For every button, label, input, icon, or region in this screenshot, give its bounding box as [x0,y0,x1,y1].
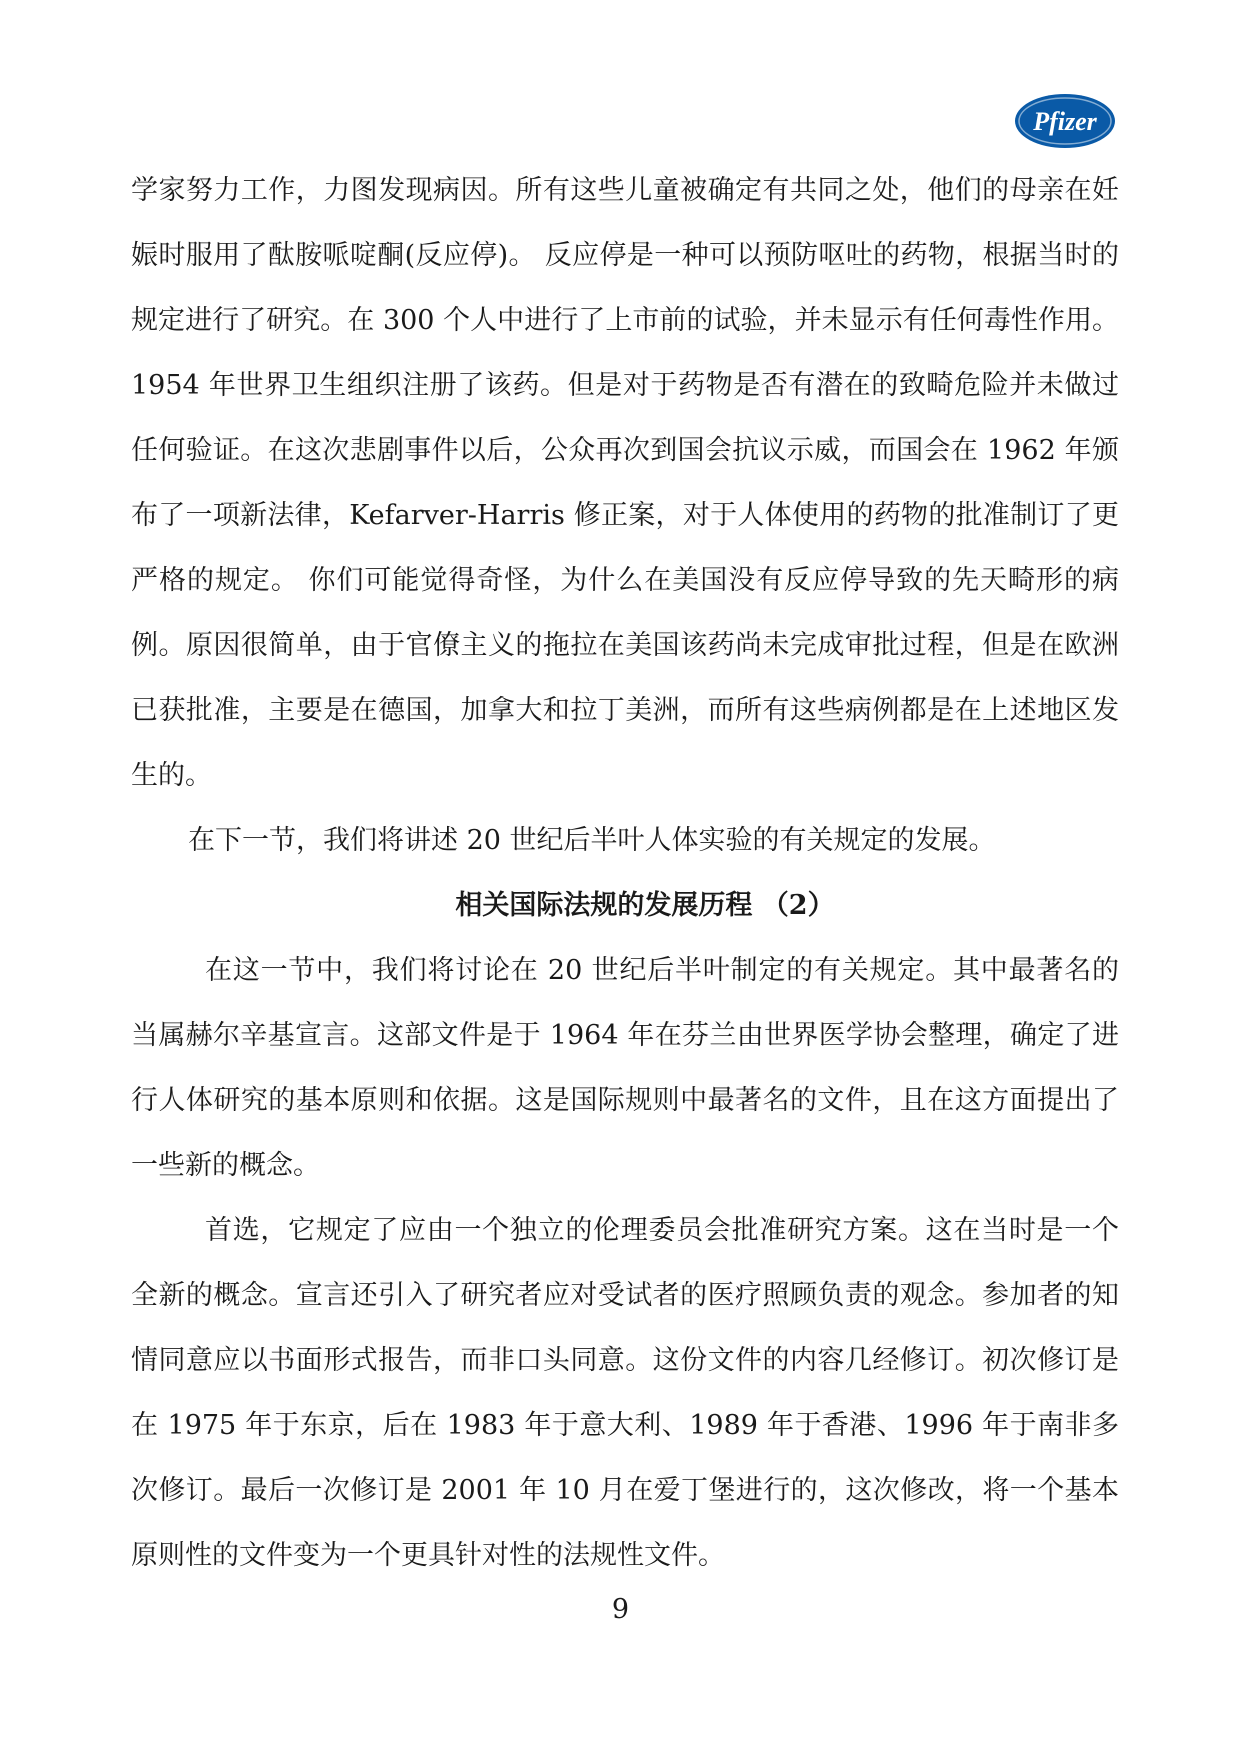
section-heading: 相关国际法规的发展历程 （2） [455,890,835,921]
pfizer-logo [1013,92,1117,150]
page-number: 9 [611,1594,630,1625]
document-body [131,158,1119,1588]
paragraph-ethics-committee: 首选，它规定了应由一个独立的伦理委员会批准研究方案。这在当时是一个全新的概念。宣言还引入了研究者应对受试者的医疗照顾负责的观念。参加者的知情同意应以书面形式报告，而非口头同意。这份文件的内容几经修订。初次修订是在 1975 年于东京，后在 1983 年于意大利、1989 年于香港、1996 年于南非多次修订。最后一次修订是 2001 年 10 月在爱丁堡进行的，这次修改，将一个基本原则性的文件变为一个更具针对性的法规性文件。 [131,1215,1119,1571]
paragraph-thalidomide: 学家努力工作，力图发现病因。所有这些儿童被确定有共同之处，他们的母亲在妊娠时服用了酞胺哌啶酮(反应停)。 反应停是一种可以预防呕吐的药物，根据当时的规定进行了研究。在 300 个人中进行了上市前的试验，并未显示有任何毒性作用。1954 年世界卫生组织注册了该药。但是对于药物是否有潜在的致畸危险并未做过任何验证。在这次悲剧事件以后，公众再次到国会抗议示威，而国会在 1962 年颁布了一项新法律，Kefarver-Harris 修正案，对于人体使用的药物的批准制订了更严格的规定。 你们可能觉得奇怪，为什么在美国没有反应停导致的先天畸形的病例。原因很简单，由于官僚主义的拖拉在美国该药尚未完成审批过程，但是在欧洲已获批准，主要是在德国，加拿大和拉丁美洲，而所有这些病例都是在上述地区发生的。 [131,175,1119,791]
paragraph-next-section: 在下一节，我们将讲述 20 世纪后半叶人体实验的有关规定的发展。 [188,825,996,856]
pfizer-logo-icon [1013,92,1117,150]
paragraph-helsinki: 在这一节中，我们将讨论在 20 世纪后半叶制定的有关规定。其中最著名的当属赫尔辛基宣言。这部文件是于 1964 年在芬兰由世界医学协会整理，确定了进行人体研究的基本原则和依据。这是国际规则中最著名的文件，且在这方面提出了一些新的概念。 [131,955,1119,1181]
logo-text: Pfizer [1033,107,1097,136]
